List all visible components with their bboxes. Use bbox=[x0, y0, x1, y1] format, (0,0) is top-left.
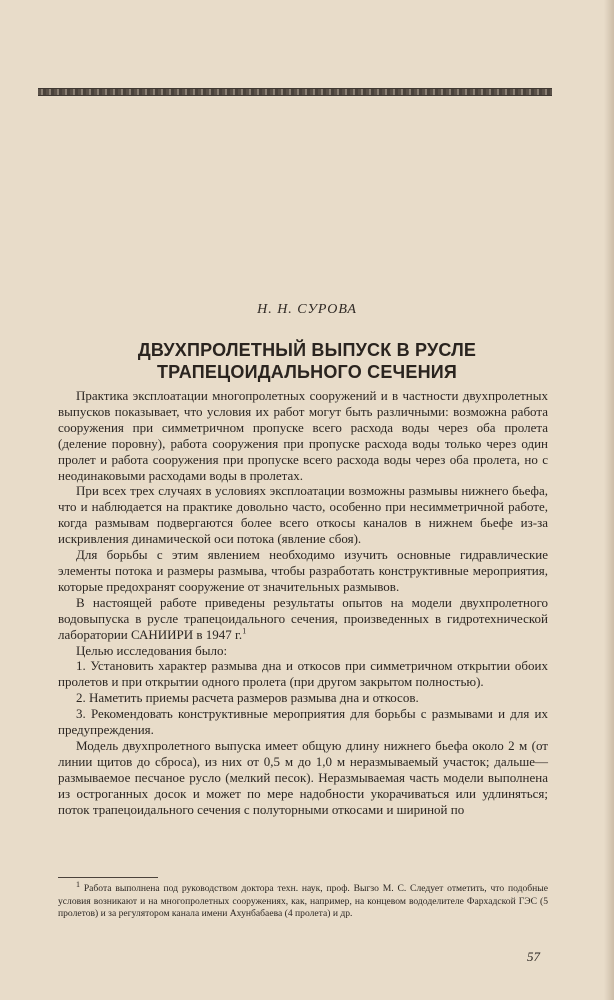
paragraph-4-text: В настоящей работе приведены результаты опытов на модели двухпролетного водовыпуска в русле трапецоидального сечения, произведенных в гидротехнической лаборатории САНИИРИ в 1947 г. bbox=[58, 594, 548, 642]
paragraph-4 bbox=[58, 595, 548, 643]
footnote-marker: 1 bbox=[76, 879, 80, 889]
paragraph-1: Практика эксплоатации многопролетных сооружений и в частности двухпролетных выпусков показывает, что условия их работ могут быть различными: возможна работа сооружения при симметричном пропуске всего расхода воды через оба пролета (деление поровну), работа сооружения при пропуске расхода воды только через один пролет и работа сооружения при пропуске всего расхода воды через оба пролета, но с неодинаковыми расходами воды в пролетах. bbox=[58, 388, 548, 483]
footnote-reference: 1 bbox=[242, 626, 247, 636]
page-edge-shadow bbox=[604, 0, 614, 1000]
page-number: 57 bbox=[527, 949, 540, 964]
footnote-text-row bbox=[58, 879, 548, 921]
header-rule bbox=[38, 88, 552, 96]
footnote-text: Работа выполнена под руководством доктора техн. наук, проф. Выгзо М. С. Следует отметить, что подобные условия возникают и на многопролетных сооружениях, как, например, на концевом вододелителе Фархадской ГЭС (5 пролетов) и за регулятором канала имени Ахунбабаева (4 пролета) и др. bbox=[58, 883, 548, 920]
article-title bbox=[0, 339, 614, 383]
paragraph-2: При всех трех случаях в условиях эксплоатации возможны размывы нижнего бьефа, что и наблюдается на практике довольно часто, особенно при несимметричной работе, когда размывам подвергаются более всего откосы каналов в нижнем бьефе из-за искривления динамической оси потока (явление сбоя). bbox=[58, 483, 548, 547]
goal-item-2: 2. Наметить приемы расчета размеров размыва дна и откосов. bbox=[76, 690, 419, 706]
article-body bbox=[58, 388, 548, 817]
title-line-1: ДВУХПРОЛЕТНЫЙ ВЫПУСК В РУСЛЕ bbox=[137, 340, 477, 360]
author-name: Н. Н. СУРОВА bbox=[257, 302, 357, 317]
paragraph-9: Модель двухпролетного выпуска имеет общую длину нижнего бьефа около 2 м (от линии щитов до сброса), из них от 0,5 м до 1,0 м неразмываемый участок; дальше—размываемое песчаное русло (мелкий песок). Неразмываемая часть модели выполнена из остроганных досок и может по мере надобности укорачиваться или удлиняться; поток трапецоидального сечения с полуторными откосами и шириной по bbox=[58, 737, 548, 817]
title-line-2: ТРАПЕЦОИДАЛЬНОГО СЕЧЕНИЯ bbox=[156, 362, 458, 382]
paragraph-5: Целью исследования было: bbox=[76, 642, 228, 658]
goal-item-1: 1. Установить характер размыва дна и откосов при симметричном открытии обоих пролетов и при открытии одного пролета (при другом закрытом полностью). bbox=[58, 658, 548, 690]
footnote bbox=[58, 879, 548, 921]
paragraph-3: Для борьбы с этим явлением необходимо изучить основные гидравлические элементы потока и размеры размыва, чтобы разработать конструктивные мероприятия, которые предохранят сооружение от значительных размывов. bbox=[58, 547, 548, 594]
footnote-divider bbox=[58, 877, 158, 878]
goal-item-3: 3. Рекомендовать конструктивные мероприятия для борьбы с размывами и для их предупреждения. bbox=[58, 706, 548, 738]
